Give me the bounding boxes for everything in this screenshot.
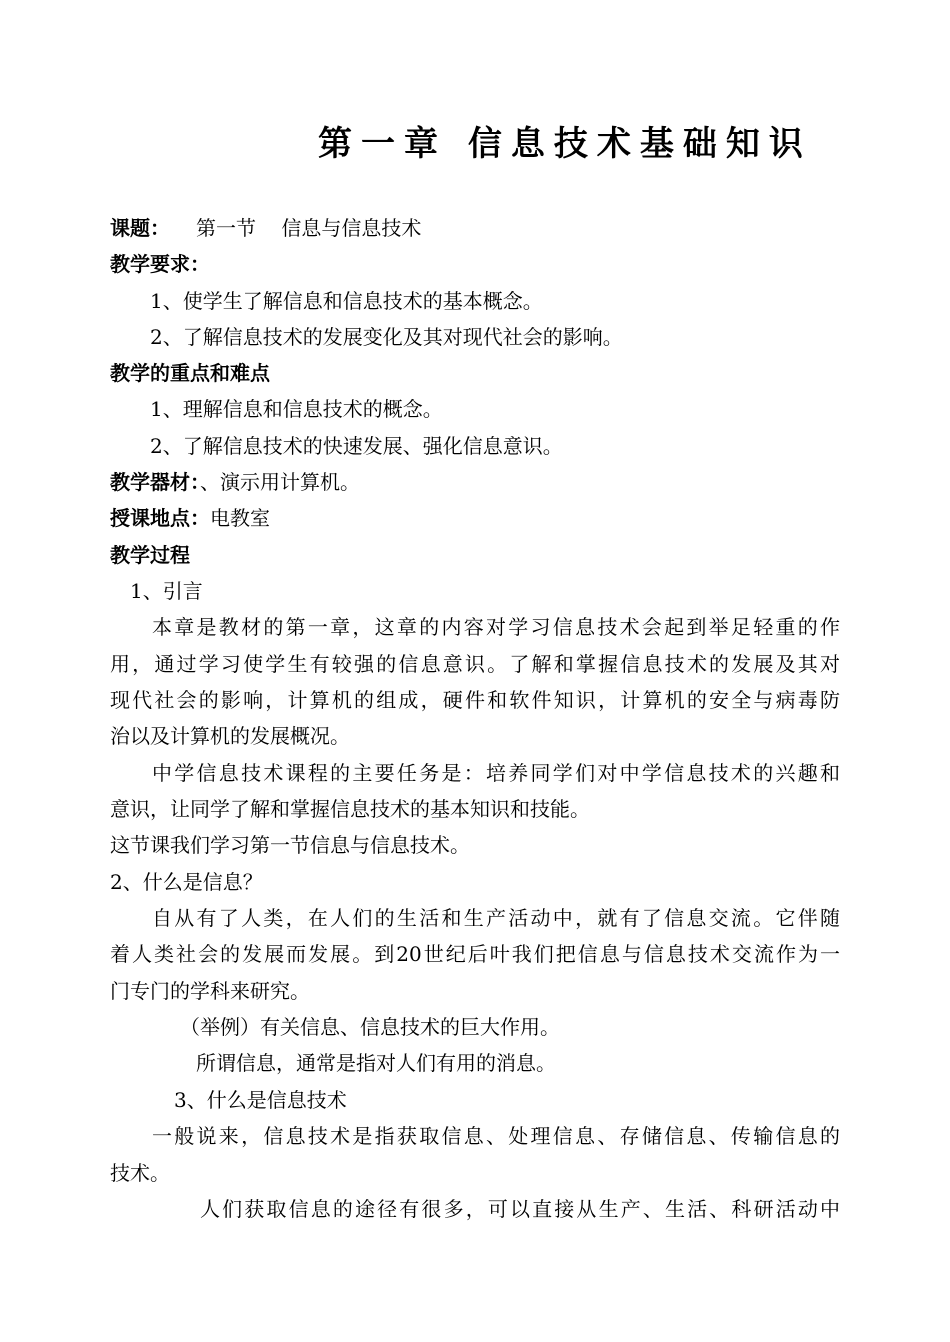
equipment-value: 、演示用计算机。 [200, 470, 360, 494]
paragraph-line: 一般说来，信息技术是指获取信息、处理信息、存储信息、传输信息的 [152, 1124, 840, 1148]
lesson-value: 第一节 信息与信息技术 [196, 216, 422, 240]
key-points-heading: 教学的重点和难点 [110, 361, 270, 385]
paragraph-line: 治以及计算机的发展概况。 [110, 724, 350, 748]
paragraph-line: 着人类社会的发展而发展。到20世纪后叶我们把信息与信息技术交流作为一 [110, 942, 840, 966]
paragraph-line: 技术。 [110, 1161, 170, 1185]
requirements-heading: 教学要求： [110, 252, 210, 276]
process-heading: 教学过程 [110, 543, 190, 567]
lesson-label: 课题： [110, 216, 170, 240]
paragraph-line: 这节课我们学习第一节信息与信息技术。 [110, 833, 470, 857]
chapter-title: 第一章 信息技术基础知识 [318, 124, 812, 164]
paragraph-line: 自从有了人类，在人们的生活和生产活动中，就有了信息交流。它伴随 [152, 906, 840, 930]
paragraph-line: 意识，让同学了解和掌握信息技术的基本知识和技能。 [110, 797, 590, 821]
location-line [110, 500, 840, 536]
location-label: 授课地点： [110, 506, 210, 530]
location-value: 电教室 [210, 506, 270, 530]
requirement-item: 2、了解信息技术的发展变化及其对现代社会的影响。 [150, 325, 623, 349]
equipment-label: 教学器材： [110, 470, 200, 494]
equipment-line [110, 464, 840, 500]
intro-heading: 1、引言 [130, 579, 203, 603]
paragraph-line: 本章是教材的第一章，这章的内容对学习信息技术会起到举足轻重的作 [152, 615, 840, 639]
paragraph-line: 中学信息技术课程的主要任务是：培养同学们对中学信息技术的兴趣和 [152, 761, 840, 785]
paragraph-line: 人们获取信息的途径有很多，可以直接从生产、生活、科研活动中 [200, 1197, 840, 1221]
requirement-item: 1、使学生了解信息和信息技术的基本概念。 [150, 289, 543, 313]
paragraph-line: 现代社会的影响，计算机的组成，硬件和软件知识，计算机的安全与病毒防 [110, 688, 840, 712]
paragraph-line: 用，通过学习使学生有较强的信息意识。了解和掌握信息技术的发展及其对 [110, 652, 840, 676]
lesson-line [110, 210, 840, 246]
example-line: （举例）有关信息、信息技术的巨大作用。 [180, 1015, 560, 1039]
definition-line: 所谓信息，通常是指对人们有用的消息。 [196, 1051, 556, 1075]
section-heading: 2、什么是信息？ [110, 870, 263, 894]
section-heading: 3、什么是信息技术 [174, 1088, 347, 1112]
paragraph-line: 门专门的学科来研究。 [110, 979, 310, 1003]
key-point-item: 2、了解信息技术的快速发展、强化信息意识。 [150, 434, 563, 458]
key-point-item: 1、理解信息和信息技术的概念。 [150, 397, 443, 421]
